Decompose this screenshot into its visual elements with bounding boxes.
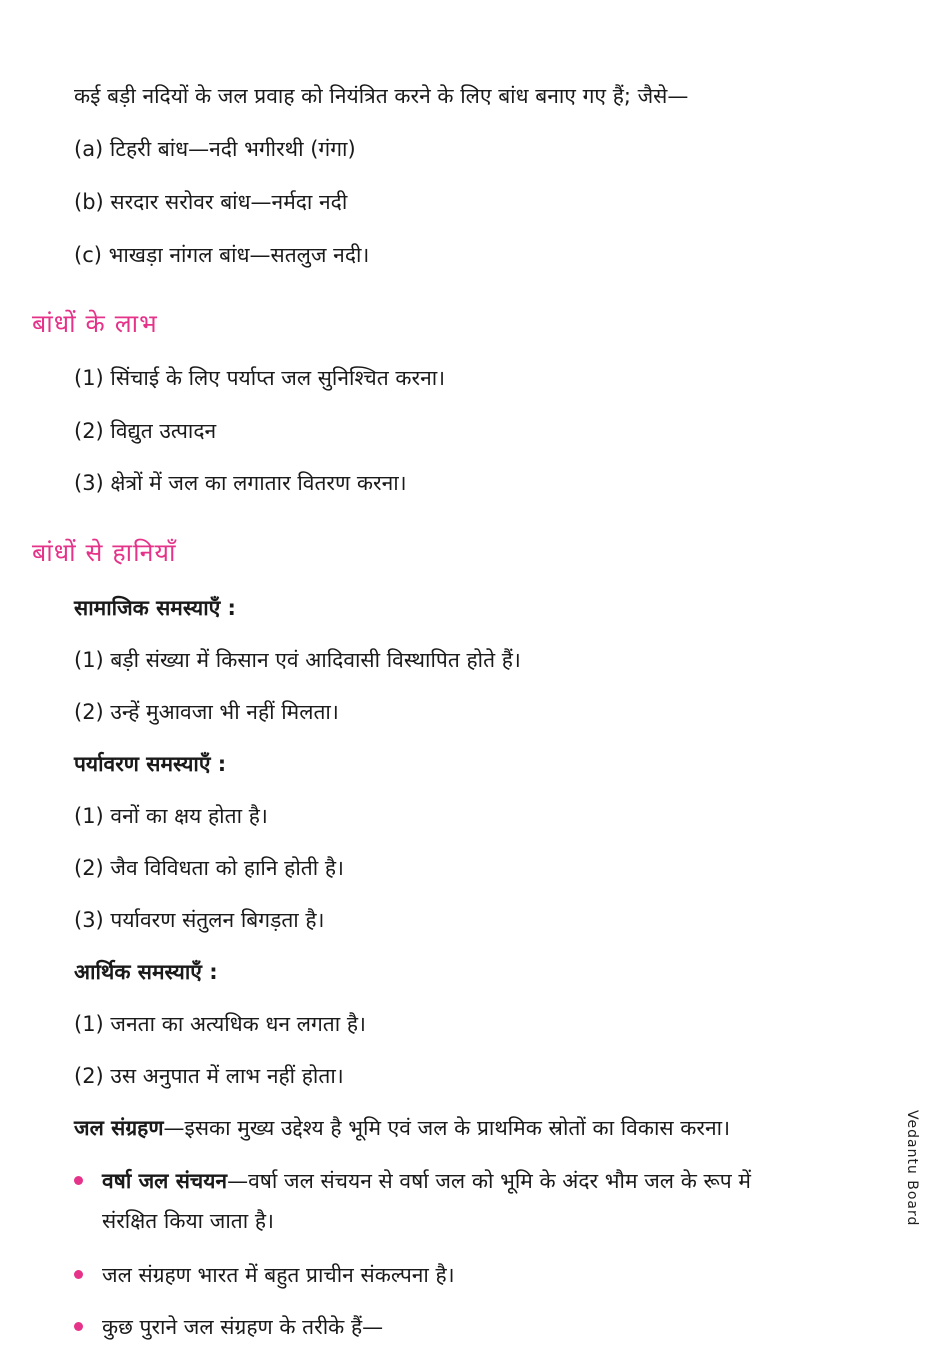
environmental-problem-item: (1) वनों का क्षय होता है। xyxy=(74,804,268,828)
benefits-heading: बांधों के लाभ xyxy=(32,309,158,338)
vertical-watermark xyxy=(886,1110,926,1300)
economic-problems-title: आर्थिक समस्याएँ : xyxy=(74,960,218,984)
intro-paragraph: कई बड़ी नदियों के जल प्रवाह को नियंत्रित करने के लिए बांध बनाए गए हैं; जैसे— xyxy=(74,84,689,108)
bullet-dot-icon xyxy=(74,1322,83,1331)
ancient-concept-line: जल संग्रहण भारत में बहुत प्राचीन संकल्पना है। xyxy=(102,1263,455,1287)
environmental-problem-item: (3) पर्यावरण संतुलन बिगड़ता है। xyxy=(74,908,325,932)
rainwater-harvesting-continuation: संरक्षित किया जाता है। xyxy=(102,1209,275,1233)
benefit-item-distribution: (3) क्षेत्रों में जल का लगातार वितरण करना। xyxy=(74,471,407,495)
economic-problem-item: (2) उस अनुपात में लाभ नहीं होता। xyxy=(74,1064,344,1088)
rainwater-harvesting-text: —वर्षा जल संचयन से वर्षा जल को भूमि के अंदर भौम जल के रूप में xyxy=(227,1169,751,1193)
harms-heading: बांधों से हानियाँ xyxy=(32,538,177,567)
dam-item-tehri: (a) टिहरी बांध—नदी भगीरथी (गंगा) xyxy=(74,137,356,161)
benefit-item-electricity: (2) विद्युत उत्पादन xyxy=(74,419,217,443)
old-methods-line: कुछ पुराने जल संग्रहण के तरीके हैं— xyxy=(102,1315,384,1339)
dam-item-sardar-sarovar: (b) सरदार सरोवर बांध—नर्मदा नदी xyxy=(74,190,348,214)
rainwater-harvesting-term: वर्षा जल संचयन xyxy=(102,1169,228,1193)
water-harvesting-definition xyxy=(74,1114,730,1142)
watermark-text: Vedantu Board xyxy=(904,1110,920,1227)
bullet-dot-icon xyxy=(74,1176,83,1185)
social-problems-title: सामाजिक समस्याएँ : xyxy=(74,596,236,620)
social-problem-item: (1) बड़ी संख्या में किसान एवं आदिवासी विस्थापित होते हैं। xyxy=(74,648,521,672)
dam-item-bhakra-nangal: (c) भाखड़ा नांगल बांध—सतलुज नदी। xyxy=(74,243,370,267)
bullet-dot-icon xyxy=(74,1270,83,1279)
economic-problem-item: (1) जनता का अत्यधिक धन लगता है। xyxy=(74,1012,366,1036)
rainwater-harvesting-line xyxy=(102,1167,751,1195)
water-harvesting-definition-text: —इसका मुख्य उद्देश्य है भूमि एवं जल के प्राथमिक स्रोतों का विकास करना। xyxy=(163,1116,731,1140)
benefit-item-irrigation: (1) सिंचाई के लिए पर्याप्त जल सुनिश्चित करना। xyxy=(74,366,446,390)
environmental-problems-title: पर्यावरण समस्याएँ : xyxy=(74,752,227,776)
social-problem-item: (2) उन्हें मुआवजा भी नहीं मिलता। xyxy=(74,700,339,724)
water-harvesting-term: जल संग्रहण xyxy=(74,1116,164,1140)
environmental-problem-item: (2) जैव विविधता को हानि होती है। xyxy=(74,856,344,880)
